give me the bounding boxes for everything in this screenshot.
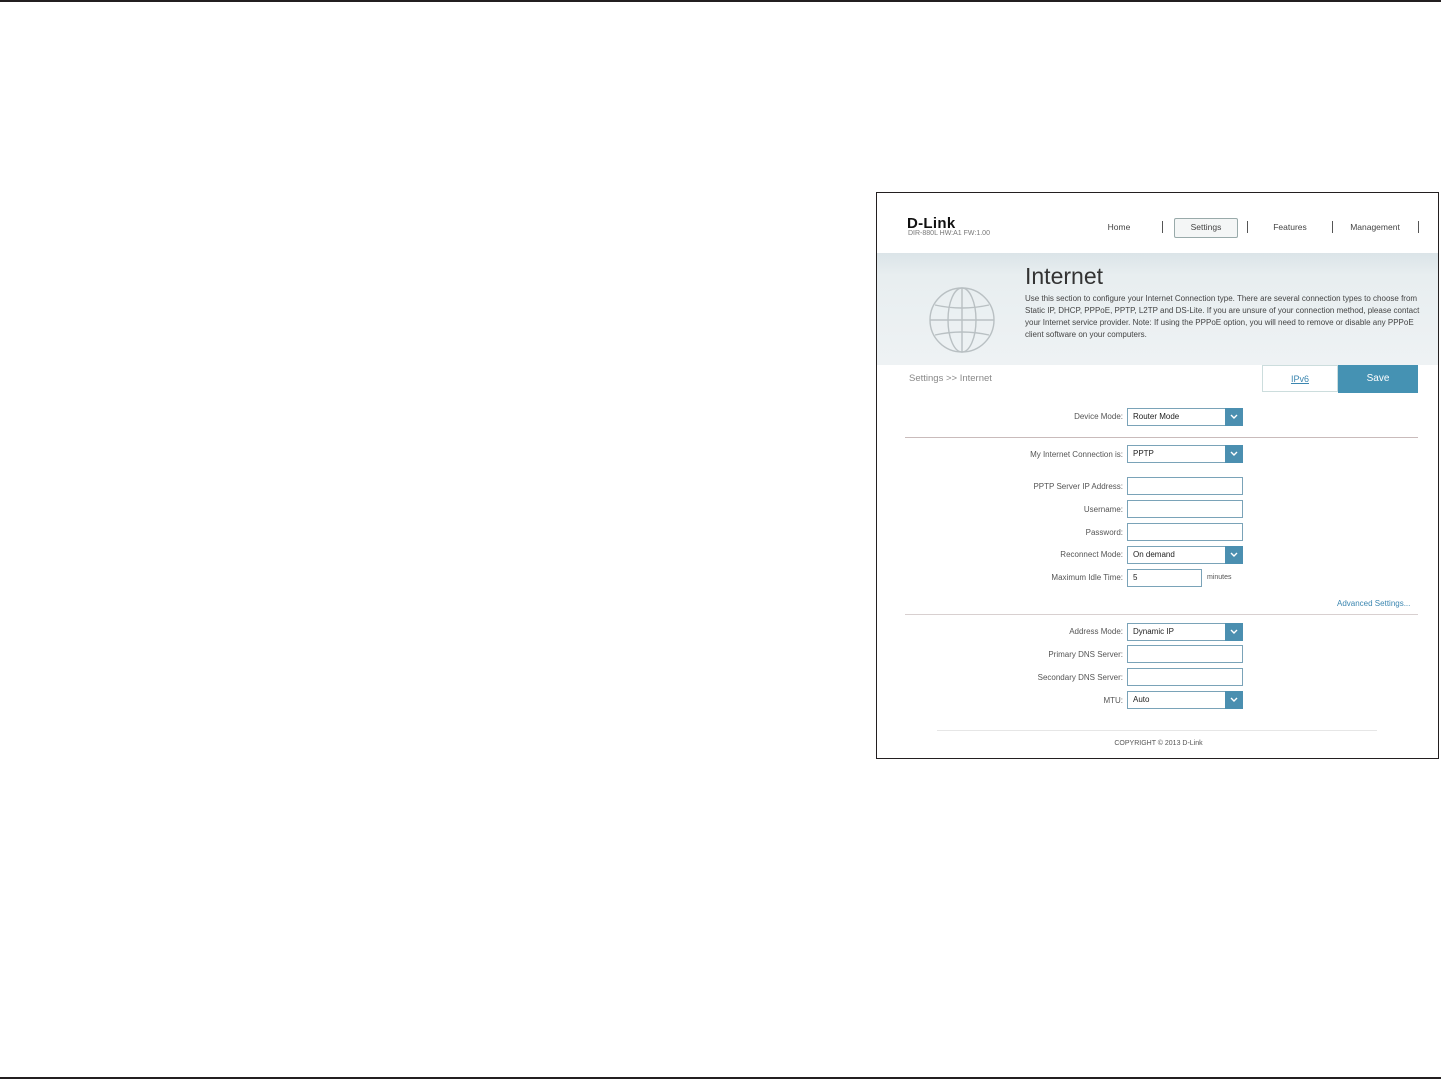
address-mode-select[interactable]	[1127, 623, 1243, 641]
save-button[interactable]: Save	[1338, 365, 1418, 393]
mtu-label: MTU:	[1103, 696, 1123, 705]
page-bottom-rule	[0, 1077, 1441, 1079]
copyright-text: COPYRIGHT © 2013 D-Link	[1114, 740, 1203, 747]
nav-separator	[1332, 221, 1333, 233]
reconnect-mode-select[interactable]	[1127, 546, 1243, 564]
nav-features[interactable]: Features	[1273, 222, 1307, 232]
mtu-select[interactable]	[1127, 691, 1243, 709]
connection-type-label: My Internet Connection is:	[1030, 450, 1123, 459]
username-input[interactable]	[1127, 500, 1243, 518]
nav-separator	[1162, 221, 1163, 233]
max-idle-unit: minutes	[1207, 574, 1232, 581]
pptp-server-input[interactable]	[1127, 477, 1243, 495]
connection-type-value: PPTP	[1133, 449, 1154, 458]
primary-dns-label: Primary DNS Server:	[1048, 650, 1123, 659]
footer-divider	[937, 730, 1377, 731]
section-divider	[905, 614, 1418, 615]
ipv6-link-button[interactable]: IPv6	[1262, 365, 1338, 392]
nav-settings[interactable]: Settings	[1174, 218, 1238, 238]
chevron-down-icon[interactable]	[1225, 546, 1243, 564]
username-label: Username:	[1083, 505, 1123, 514]
connection-type-select[interactable]	[1127, 445, 1243, 463]
password-label: Password:	[1085, 528, 1123, 537]
device-mode-value: Router Mode	[1133, 412, 1180, 421]
advanced-settings-link[interactable]: Advanced Settings...	[1337, 599, 1411, 608]
secondary-dns-label: Secondary DNS Server:	[1037, 673, 1123, 682]
device-mode-select[interactable]	[1127, 408, 1243, 426]
section-divider	[905, 437, 1418, 438]
breadcrumb: Settings >> Internet	[909, 373, 992, 384]
chevron-down-icon[interactable]	[1225, 623, 1243, 641]
nav-separator	[1247, 221, 1248, 233]
max-idle-label: Maximum Idle Time:	[1051, 573, 1123, 582]
reconnect-mode-label: Reconnect Mode:	[1060, 550, 1123, 559]
page-description: Use this section to configure your Internet Connection type. There are several connection types to choose from Static IP, DHCP, PPPoE, PPTP, L2TP and DS-Lite. If you are unsure of your connection method, please contact your Internet service provider. Note: If using the PPPoE option, you will need to remove or disable any PPPoE client software on your computers.	[1025, 294, 1420, 339]
mtu-value: Auto	[1133, 695, 1150, 704]
chevron-down-icon[interactable]	[1225, 691, 1243, 709]
pptp-server-label: PPTP Server IP Address:	[1033, 482, 1123, 491]
page-top-rule	[0, 0, 1441, 2]
max-idle-input[interactable]: 5	[1127, 569, 1202, 587]
password-input[interactable]	[1127, 523, 1243, 541]
chevron-down-icon[interactable]	[1225, 445, 1243, 463]
primary-dns-input[interactable]	[1127, 645, 1243, 663]
router-settings-screenshot	[876, 192, 1439, 759]
address-mode-value: Dynamic IP	[1133, 627, 1174, 636]
page-banner	[877, 253, 1439, 365]
chevron-down-icon[interactable]	[1225, 408, 1243, 426]
page-title: Internet	[1025, 263, 1103, 289]
nav-home[interactable]: Home	[1107, 222, 1131, 232]
dlink-logo: D-Link	[907, 215, 956, 232]
address-mode-label: Address Mode:	[1069, 627, 1123, 636]
reconnect-mode-value: On demand	[1133, 550, 1175, 559]
globe-icon	[927, 285, 997, 355]
nav-separator	[1418, 221, 1419, 233]
nav-management[interactable]: Management	[1350, 222, 1400, 232]
secondary-dns-input[interactable]	[1127, 668, 1243, 686]
device-mode-label: Device Mode:	[1074, 412, 1123, 421]
hardware-info: DIR-880L HW:A1 FW:1.00	[908, 230, 990, 237]
